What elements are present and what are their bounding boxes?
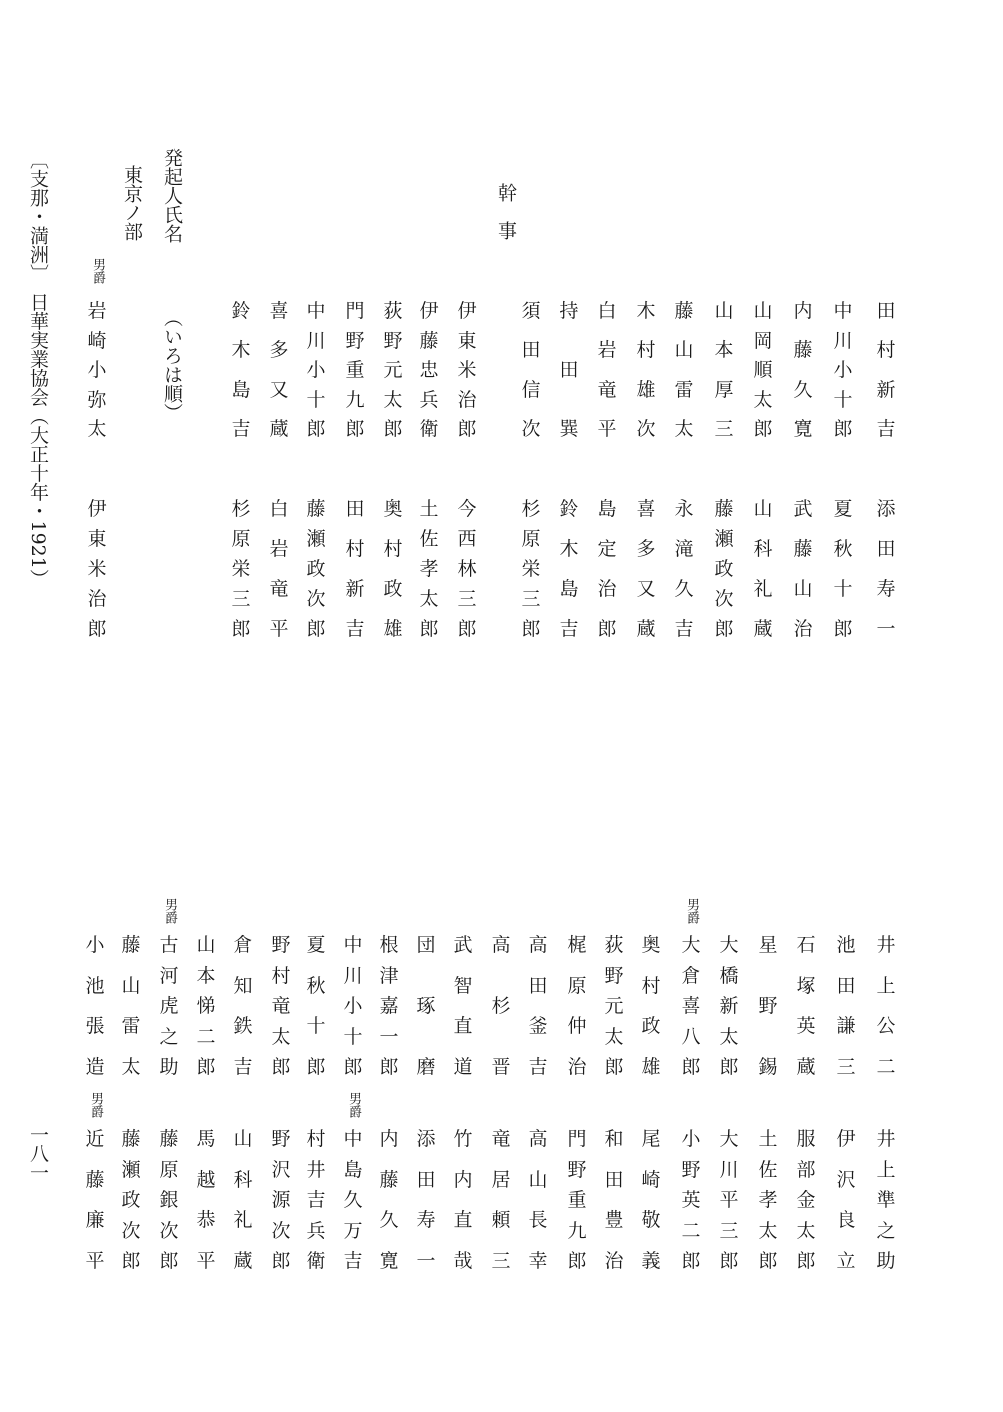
tokyo-name-upper: 喜 多 又 蔵: [269, 300, 289, 440]
tokyo-name-lower: 藤 瀬 政 次 郎: [306, 498, 326, 640]
bottom-name-lower: 野 沢 源 次 郎: [271, 1128, 291, 1272]
bottom-name-lower: 馬 越 恭 平: [196, 1128, 216, 1272]
bottom-name-lower: 添 田 寿 一: [416, 1128, 436, 1272]
secretary-name-lower: 永 滝 久 吉: [674, 498, 694, 640]
bottom-name-upper: 荻 野 元 太 郎: [604, 934, 624, 1078]
bottom-name-upper: 倉 知 鉄 吉: [233, 934, 253, 1078]
tokyo-name-lower: 田 村 新 吉: [345, 498, 365, 640]
name-second: 伊 東 米 治 郎: [87, 498, 107, 640]
tokyo-name-upper: 伊 藤 忠 兵 衛: [419, 300, 439, 440]
bottom-name-upper: 藤 山 雷 太: [121, 934, 141, 1078]
bottom-name-lower: 竹 内 直 哉: [453, 1128, 473, 1272]
bottom-name-lower: 高 山 長 幸: [528, 1128, 548, 1272]
bottom-name-upper: 小 池 張 造: [85, 934, 105, 1078]
secretary-name-upper: 須 田 信 次: [521, 300, 541, 440]
tokyo-name-lower: 白 岩 竜 平: [269, 498, 289, 640]
secretary-name-lower: 武 藤 山 治: [793, 498, 813, 640]
secretary-name-upper: 藤 山 雷 太: [674, 300, 694, 440]
bottom-name-upper: 高 杉 晋: [491, 934, 511, 1078]
bottom-name-upper: 中 川 小 十 郎: [343, 934, 363, 1078]
baron-title: 男爵: [88, 1092, 103, 1118]
bottom-name-upper: 野 村 竜 太 郎: [271, 934, 291, 1078]
bottom-name-lower: 竜 居 頼 三: [491, 1128, 511, 1272]
baron-title: 男爵: [90, 258, 105, 284]
secretary-name-upper: 山 本 厚 三: [714, 300, 734, 440]
bottom-name-upper: 大 倉 喜 八 郎: [681, 934, 701, 1078]
tokyo-name-upper: 荻 野 元 太 郎: [383, 300, 403, 440]
secretary-name-lower: 杉 原 栄 三 郎: [521, 498, 541, 640]
tokyo-subtitle: 東京ノ部: [121, 165, 143, 241]
bottom-name-upper: 古 河 虎 之 助: [159, 934, 179, 1078]
secretary-name-lower: 添 田 寿 一: [876, 498, 896, 640]
source-line: 〔支那・満洲〕 日華実業協会（大正十年・1921）: [27, 150, 49, 588]
bottom-name-upper: 大 橋 新 太 郎: [719, 934, 739, 1078]
bottom-name-upper: 団 琢 磨: [416, 934, 436, 1078]
secretary-name-lower: 喜 多 又 蔵: [636, 498, 656, 640]
tokyo-name-lower: 奥 村 政 雄: [383, 498, 403, 640]
baron-name: 岩 崎 小 弥 太: [87, 300, 107, 440]
bottom-name-lower: 村 井 吉 兵 衛: [306, 1128, 326, 1272]
secretary-name-lower: 夏 秋 十 郎: [833, 498, 853, 640]
tokyo-name-lower: 杉 原 栄 三 郎: [231, 498, 251, 640]
bottom-name-upper: 武 智 直 道: [453, 934, 473, 1078]
secretary-name-upper: 木 村 雄 次: [636, 300, 656, 440]
bottom-name-lower: 伊 沢 良 立: [836, 1128, 856, 1272]
bottom-name-lower: 尾 崎 敬 義: [641, 1128, 661, 1272]
bottom-name-lower: 近 藤 廉 平: [85, 1128, 105, 1272]
bottom-name-upper: 井 上 公 二: [876, 934, 896, 1078]
bottom-name-lower: 小 野 英 二 郎: [681, 1128, 701, 1272]
bottom-name-lower: 服 部 金 太 郎: [796, 1128, 816, 1272]
bottom-name-upper: 根 津 嘉 一 郎: [379, 934, 399, 1078]
tokyo-name-lower: 今 西 林 三 郎: [457, 498, 477, 640]
bottom-name-upper: 夏 秋 十 郎: [306, 934, 326, 1078]
bottom-name-upper: 梶 原 仲 治: [567, 934, 587, 1078]
bottom-name-lower: 藤 原 銀 次 郎: [159, 1128, 179, 1272]
bottom-name-lower: 土 佐 孝 太 郎: [758, 1128, 778, 1272]
secretary-name-lower: 藤 瀬 政 次 郎: [714, 498, 734, 640]
bottom-name-lower: 門 野 重 九 郎: [567, 1128, 587, 1272]
founders-title: 発起人氏名: [161, 148, 183, 243]
secretary-name-upper: 中 川 小 十 郎: [833, 300, 853, 440]
baron-title: 男爵: [684, 898, 699, 924]
secretary-name-upper: 白 岩 竜 平: [597, 300, 617, 440]
bottom-name-upper: 池 田 謙 三: [836, 934, 856, 1078]
secretary-heading: 幹 事: [495, 183, 517, 240]
order-note: （いろは順）: [161, 308, 183, 422]
secretary-name-upper: 内 藤 久 寛: [793, 300, 813, 440]
secretary-name-lower: 鈴 木 島 吉: [559, 498, 579, 640]
secretary-name-upper: 山 岡 順 太 郎: [753, 300, 773, 440]
secretary-name-lower: 島 定 治 郎: [597, 498, 617, 640]
bottom-name-upper: 奥 村 政 雄: [641, 934, 661, 1078]
secretary-name-lower: 山 科 礼 蔵: [753, 498, 773, 640]
baron-title: 男爵: [346, 1092, 361, 1118]
bottom-name-lower: 藤 瀬 政 次 郎: [121, 1128, 141, 1272]
tokyo-name-upper: 伊 東 米 治 郎: [457, 300, 477, 440]
bottom-name-upper: 山 本 悌 二 郎: [196, 934, 216, 1078]
bottom-name-lower: 井 上 準 之 助: [876, 1128, 896, 1272]
bottom-name-lower: 内 藤 久 寛: [379, 1128, 399, 1272]
bottom-name-upper: 高 田 釜 吉: [528, 934, 548, 1078]
page-number: 一八一: [27, 1125, 49, 1182]
bottom-name-lower: 大 川 平 三 郎: [719, 1128, 739, 1272]
bottom-name-lower: 中 島 久 万 吉: [343, 1128, 363, 1272]
tokyo-name-lower: 土 佐 孝 太 郎: [419, 498, 439, 640]
baron-title: 男爵: [162, 898, 177, 924]
secretary-name-upper: 持 田 巽: [559, 300, 579, 440]
secretary-name-upper: 田 村 新 吉: [876, 300, 896, 440]
bottom-name-upper: 星 野 錫: [758, 934, 778, 1078]
tokyo-name-upper: 門 野 重 九 郎: [345, 300, 365, 440]
bottom-name-lower: 山 科 礼 蔵: [233, 1128, 253, 1272]
tokyo-name-upper: 中 川 小 十 郎: [306, 300, 326, 440]
bottom-name-lower: 和 田 豊 治: [604, 1128, 624, 1272]
tokyo-name-upper: 鈴 木 島 吉: [231, 300, 251, 440]
bottom-name-upper: 石 塚 英 蔵: [796, 934, 816, 1078]
